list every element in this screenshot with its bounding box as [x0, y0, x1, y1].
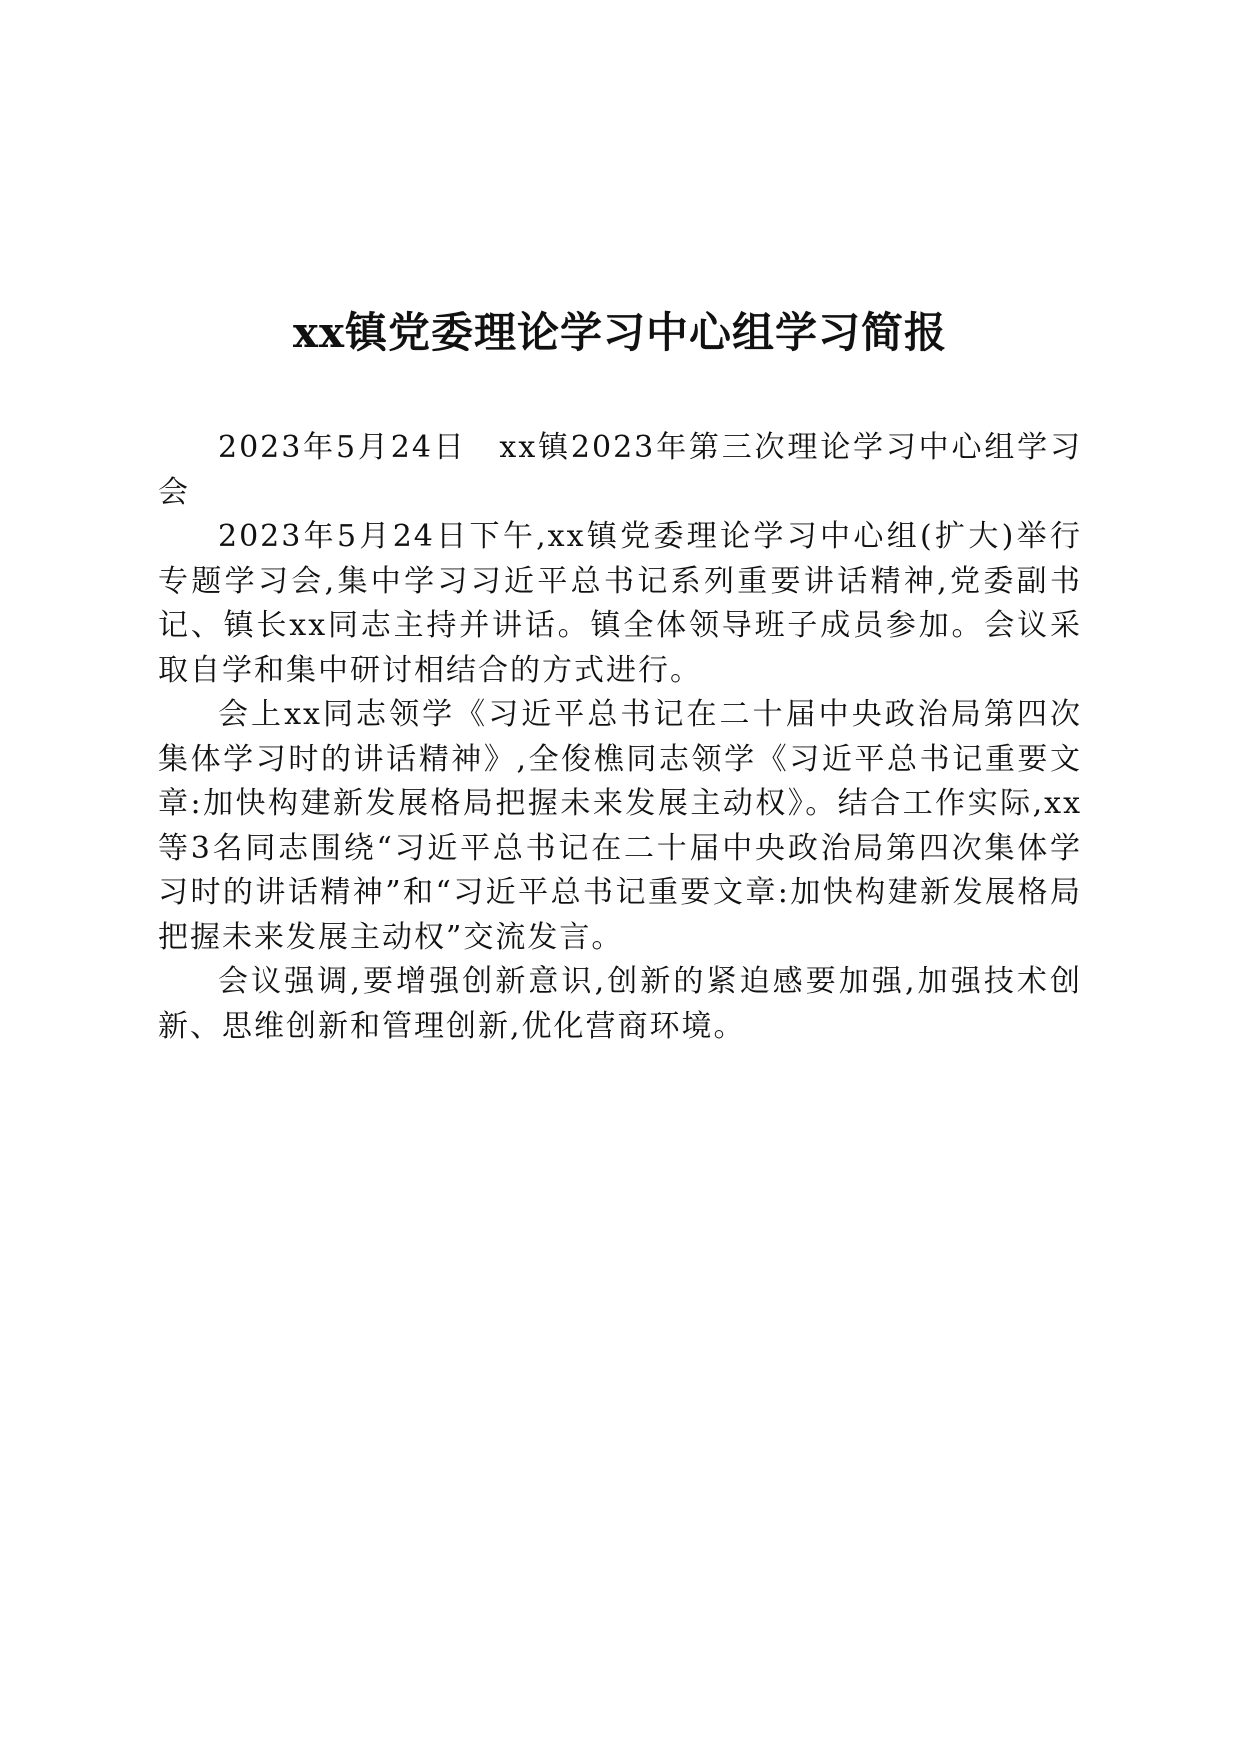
document-body: [158, 426, 1082, 1049]
paragraph-meeting-summary: 2023年5月24日下午,xx镇党委理论学习中心组(扩大)举行专题学习会,集中学习习近平总书记系列重要讲话精神,党委副书记、镇长xx同志主持并讲话。镇全体领导班子成员参加。会议采取自学和集中研讨相结合的方式进行。: [158, 519, 1082, 688]
paragraph-meeting-emphasis: 会议强调,要增强创新意识,创新的紧迫感要加强,加强技术创新、思维创新和管理创新,优化营商环境。: [158, 964, 1082, 1044]
paragraph-study-content: 会上xx同志领学《习近平总书记在二十届中央政治局第四次集体学习时的讲话精神》,全俊樵同志领学《习近平总书记重要文章:加快构建新发展格局把握未来发展主动权》。结合工作实际,xx等3名同志围绕“习近平总书记在二十届中央政治局第四次集体学习时的讲话精神”和“习近平总书记重要文章:加快构建新发展格局把握未来发展主动权”交流发言。: [158, 697, 1082, 955]
document-title: xx镇党委理论学习中心组学习简报: [292, 308, 948, 357]
paragraph-date-line: 2023年5月24日 xx镇2023年第三次理论学习中心组学习会: [158, 430, 1082, 510]
